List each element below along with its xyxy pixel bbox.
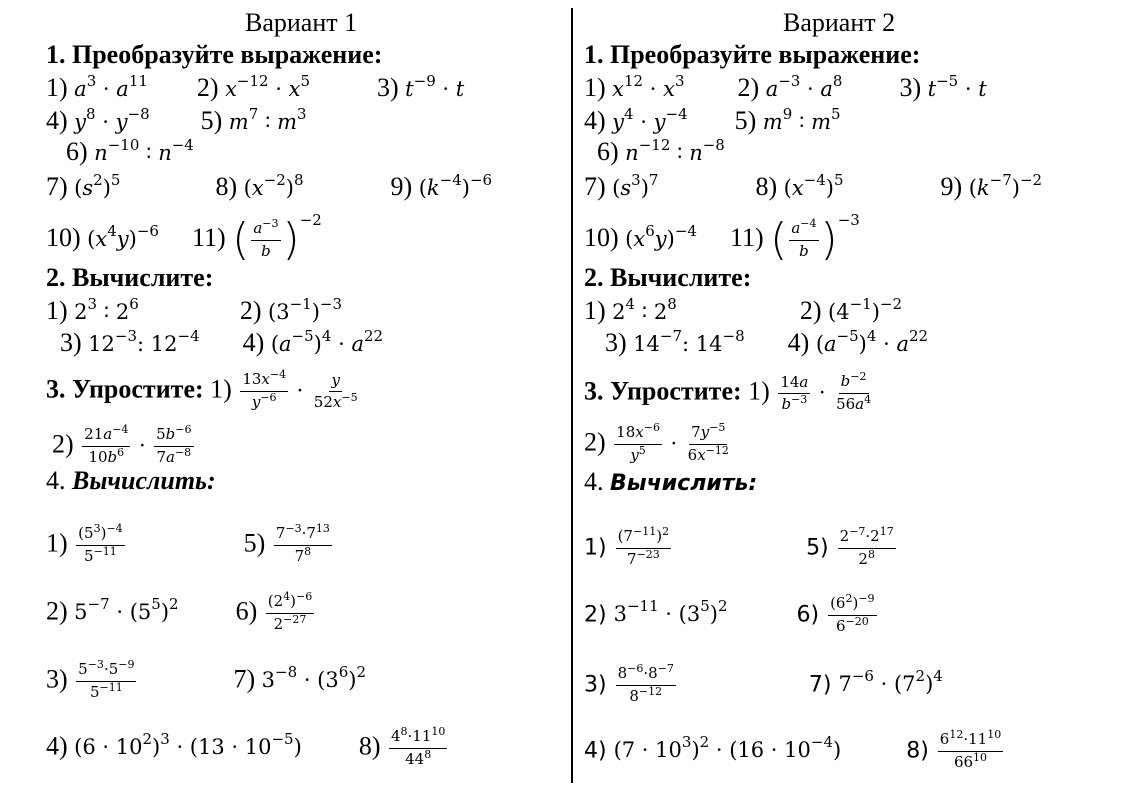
v2-section-4-heading: [584, 467, 757, 499]
v1-section-4-heading: [46, 466, 216, 496]
v2-s4-row-2: 2) $3^{-11} \cdot (3^5)^2$ 6) $\frac{(6^2)^{-9}}{6^{-20}}$: [584, 592, 875, 635]
v1-s4-row-3: 3) $\frac{5^{-3}\cdot 5^{-9}}{5^{-11}}$ 7) $3^{-8} \cdot (3^6)^2$: [46, 658, 367, 701]
v2-section-3-heading: 3. Упростите:: [584, 376, 742, 406]
v1-s4-row-4: 4) $(6 \cdot 10^2)^3 \cdot (13 \cdot 10^{-5})$ 8) $\frac{4^8\cdot 11^{10}}{44^8}$: [46, 725, 446, 768]
v1-section-4-number: 4.: [46, 466, 66, 495]
v1-s1-row-4: 7) $(s^2)^5$ 8) $(x^{-2})^8$ 9) $(k^{-4})^{-6}$: [46, 171, 493, 201]
v2-s1-row-3: 6) $n^{-12}$ ∶ $n^{-8}$: [597, 136, 725, 166]
v1-section-3-heading: 3. Упростите:: [46, 374, 204, 404]
v1-s1-row-2: 4) $y^8 \cdot y^{-8}$ 5) $m^7$ ∶ $m^3$: [46, 105, 307, 135]
v1-s4-row-2: 2) $5^{-7} \cdot (5^5)^2$ 6) $\frac{(2^4)^{-6}}{2^{-27}}$: [46, 590, 313, 633]
v1-section-1-heading: 1. Преобразуйте выражение:: [46, 40, 383, 69]
v2-s4-row-4: 4) $(7 \cdot 10^3)^2 \cdot (16 \cdot 10^{-4})$ 8) $\frac{6^{12}\cdot 11^{10}}{66^{10}}$: [584, 728, 1002, 771]
variant-2-title: Вариант 2: [783, 8, 896, 37]
v2-section-4-word: Вычислить:: [610, 471, 758, 496]
v2-s2-row-2: 3) $14^{-7}$: $14^{-8}$ 4) $(a^{-5})^4 \cdot a^{22}$: [605, 327, 929, 357]
v2-section-1-heading: 1. Преобразуйте выражение:: [584, 40, 921, 69]
v2-s3-row-2: 2) $\frac{18x^{-6}}{y^5}$ · $\frac{7y^{-5}}{6x^{-12}}$: [584, 421, 729, 464]
v1-s1-row-5: 10) $(x^4y)^{-6}$ 11) ( $\frac{a^{-3}}{b}$ ) −2: [46, 211, 322, 265]
v2-s4-row-1: 1) $\frac{(7^{-11})^2}{7^{-23}}$ 5) $\frac{2^{-7}\cdot 2^{17}}{2^8}$: [584, 525, 894, 568]
v1-s1-row-3: 6) $n^{-10}$ ∶ $n^{-4}$: [66, 136, 194, 166]
v2-s1-row-4: 7) $(s^3)^7$ 8) $(x^{-4})^5$ 9) $(k^{-7})^{-2}$: [584, 171, 1043, 201]
v2-s2-row-1: 1) $2^4$ ∶ $2^8$ 2) $(4^{-1})^{-2}$: [584, 295, 903, 325]
v2-section-2-heading: 2. Вычислите:: [584, 263, 752, 292]
v1-s4-row-1: 1) $\frac{(5^3)^{-4}}{5^{-11}}$ 5) $\frac{7^{-3}\cdot 7^{13}}{7^8}$: [46, 522, 330, 565]
v2-s4-row-3: 3) $\frac{8^{-6}\cdot 8^{-7}}{8^{-12}}$ 7) $7^{-6} \cdot (7^2)^4$: [584, 662, 943, 705]
v1-s3-row-2: 2) $\frac{21a^{-4}}{10b^6}$ · $\frac{5b^{-6}}{7a^{-8}}$: [52, 423, 192, 466]
variant-1-title: Вариант 1: [245, 8, 358, 37]
v1-s1-row-1: 1) $a^3 \cdot a^{11}$ 2) $x^{-12} \cdot x^5$ 3) $t^{-9} \cdot t$: [46, 72, 465, 102]
variant-2-column: [573, 0, 1125, 785]
v1-section-2-heading: 2. Вычислите:: [46, 263, 214, 292]
v1-s2-row-2: 3) $12^{-3}$: $12^{-4}$ 4) $(a^{-5})^4 \cdot a^{22}$: [60, 327, 384, 357]
v2-s3-row-1: 3. Упростите: 1) $\frac{14a}{b^{-3}}$ · $\frac{b^{-2}}{56a^4}$: [584, 370, 872, 413]
v2-s1-row-2: 4) $y^4 \cdot y^{-4}$ 5) $m^9$ ∶ $m^5$: [584, 105, 841, 135]
v1-s2-row-1: 1) $2^3$ ∶ $2^6$ 2) $(3^{-1})^{-3}$: [46, 295, 343, 325]
v2-section-4-number: 4.: [584, 467, 604, 496]
v1-section-4-word: Вычислить:: [72, 466, 216, 495]
v2-s1-row-5: 10) $(x^6y)^{-4}$ 11) ( $\frac{a^{-4}}{b}$ ) −3: [584, 211, 860, 265]
v2-s1-row-1: 1) $x^{12} \cdot x^3$ 2) $a^{-3} \cdot a^8$ 3) $t^{-5} \cdot t$: [584, 72, 987, 102]
v1-s3-row-1: 3. Упростите: 1) $\frac{13x^{-4}}{y^{-6}}$ · $\frac{y}{52x^{-5}}$: [46, 368, 358, 411]
